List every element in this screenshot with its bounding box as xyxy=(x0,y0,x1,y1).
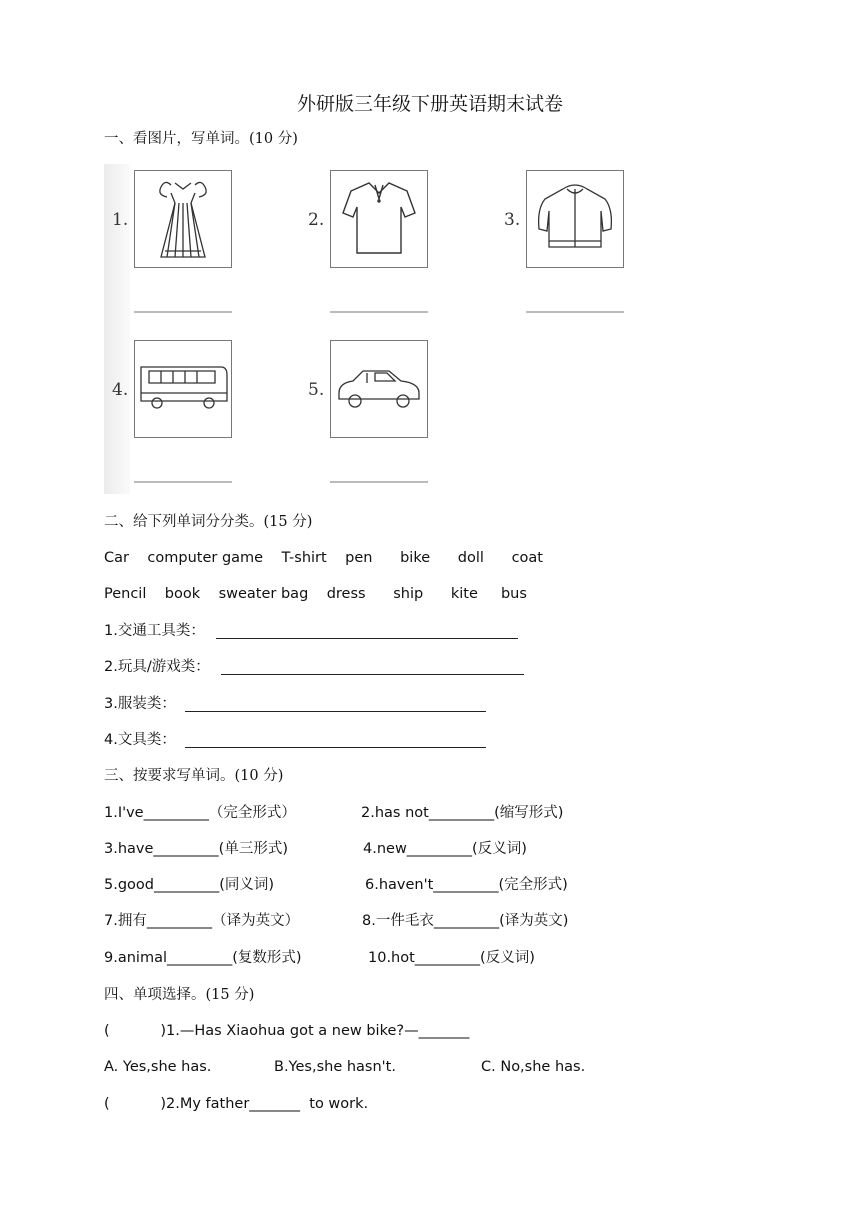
picture-frame xyxy=(134,170,232,268)
item-number: 2. xyxy=(308,210,325,230)
category-transport-label: 1.交通工具类： xyxy=(104,623,205,639)
word-task-4: 4.new_________(反义词) xyxy=(363,841,527,857)
picture-area xyxy=(104,164,644,494)
category-clothes-blank[interactable] xyxy=(185,711,486,712)
word-task-1: 1.I've_________（完全形式） xyxy=(104,805,296,821)
picture-frame xyxy=(526,170,624,268)
section3-heading: 三、按要求写单词。(10 分) xyxy=(104,768,284,784)
word-task-7: 7.拥有_________（译为英文） xyxy=(104,913,300,929)
category-transport-blank[interactable] xyxy=(216,638,518,639)
item-number: 5. xyxy=(308,380,325,400)
section1-heading: 一、看图片，写单词。(10 分) xyxy=(104,131,298,147)
item-number: 3. xyxy=(504,210,521,230)
item-number: 4. xyxy=(112,380,129,400)
option-b: B.Yes,she hasn't. xyxy=(274,1059,396,1075)
answer-line xyxy=(526,311,624,313)
category-stationery-blank[interactable] xyxy=(185,747,486,748)
bus-icon xyxy=(135,341,231,437)
word-task-8: 8.一件毛衣_________(译为英文) xyxy=(362,913,569,929)
picture-frame xyxy=(134,340,232,438)
car-icon xyxy=(331,341,427,437)
answer-line xyxy=(134,481,232,483)
picture-frame xyxy=(330,170,428,268)
category-toys-blank[interactable] xyxy=(221,674,524,675)
question-1: ( )1.—Has Xiaohua got a new bike?—_______ xyxy=(104,1023,470,1039)
page-title: 外研版三年级下册英语期末试卷 xyxy=(296,93,563,115)
option-a: A. Yes,she has. xyxy=(104,1059,212,1075)
word-task-2: 2.has not_________(缩写形式) xyxy=(361,805,564,821)
question-2: ( )2.My father_______ to work. xyxy=(104,1096,369,1112)
word-task-9: 9.animal_________(复数形式) xyxy=(104,950,302,966)
word-task-5: 5.good_________(同义词) xyxy=(104,877,275,893)
category-clothes-label: 3.服装类： xyxy=(104,696,176,712)
answer-line xyxy=(330,481,428,483)
section4-heading: 四、单项选择。(15 分) xyxy=(104,987,255,1003)
answer-line xyxy=(134,311,232,313)
word-task-3: 3.have_________(单三形式) xyxy=(104,841,288,857)
picture-frame xyxy=(330,340,428,438)
t-shirt-icon xyxy=(331,171,427,267)
category-toys-label: 2.玩具/游戏类： xyxy=(104,659,210,675)
word-task-6: 6.haven't_________(完全形式) xyxy=(365,877,568,893)
option-c: C. No,she has. xyxy=(481,1059,586,1075)
sweater-icon xyxy=(527,171,623,267)
section2-heading: 二、给下列单词分分类。(15 分) xyxy=(104,514,313,530)
item-number: 1. xyxy=(112,210,129,230)
dress-icon xyxy=(135,171,231,267)
word-bank-line2: Pencil book sweater bag dress ship kite bus xyxy=(104,586,527,602)
answer-line xyxy=(330,311,428,313)
word-bank-line1: Car computer game T-shirt pen bike doll coat xyxy=(104,550,543,566)
category-stationery-label: 4.文具类： xyxy=(104,732,176,748)
word-task-10: 10.hot_________(反义词) xyxy=(368,950,535,966)
